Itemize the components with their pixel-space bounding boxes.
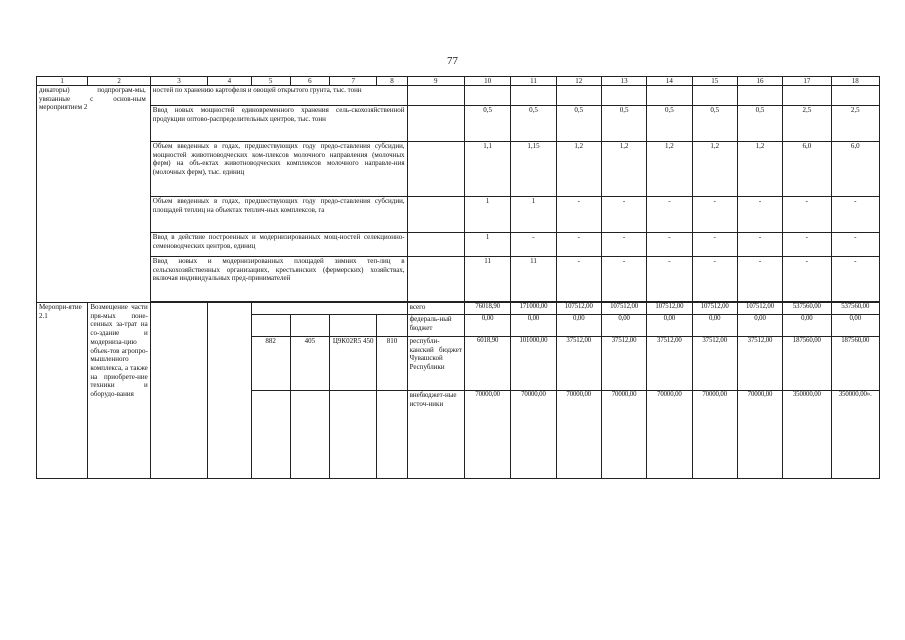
funding-value: 70000,00 <box>464 391 510 479</box>
indicator-value: 0,5 <box>511 106 556 142</box>
header-cell: 12 <box>556 77 601 86</box>
funding-value: 187560,00 <box>831 337 879 391</box>
funding-value: 537560,00 <box>783 303 831 315</box>
funding-value: 70000,00 <box>601 391 646 479</box>
funding-source: внебюджет-ные источ-ники <box>407 391 464 479</box>
indicator-value: - <box>556 257 601 302</box>
indicator-value: - <box>737 233 782 257</box>
funding-value: 70000,00 <box>692 391 737 479</box>
funding-value: 0,00 <box>464 315 510 337</box>
indicator-value: - <box>783 197 831 233</box>
indicator-value: 0,5 <box>647 106 692 142</box>
indicator-value: - <box>831 197 879 233</box>
header-cell: 2 <box>88 77 150 86</box>
indicator-value: 1,2 <box>556 142 601 197</box>
header-row <box>37 77 880 86</box>
indicator-value: - <box>783 257 831 302</box>
indicator-value: - <box>692 197 737 233</box>
funding-value: 37512,00 <box>692 337 737 391</box>
funding-value: 37512,00 <box>737 337 782 391</box>
indicator-row <box>37 106 880 142</box>
header-cell: 13 <box>601 77 646 86</box>
header-cell: 4 <box>208 77 251 86</box>
indicator-value: 1,15 <box>511 142 556 197</box>
indicator-value: - <box>647 197 692 233</box>
page-number: 77 <box>447 55 458 67</box>
indicator-value: 6,0 <box>783 142 831 197</box>
indicator-value: - <box>737 257 782 302</box>
funding-value: 0,00 <box>511 315 556 337</box>
indicator-value: - <box>692 257 737 302</box>
indicator-value: - <box>831 257 879 302</box>
funding-value: 70000,00 <box>737 391 782 479</box>
funding-value: 37512,00 <box>647 337 692 391</box>
indicator-value: 0,5 <box>601 106 646 142</box>
indicator-value: 0,5 <box>464 106 510 142</box>
funding-value: 6018,90 <box>464 337 510 391</box>
header-cell: 11 <box>511 77 556 86</box>
indicator-row <box>37 197 880 233</box>
funding-value: 107512,00 <box>601 303 646 315</box>
funding-value: 0,00 <box>737 315 782 337</box>
code-grbs: 882 <box>251 337 290 391</box>
indicator-value: 1,2 <box>647 142 692 197</box>
funding-value: 537560,00 <box>831 303 879 315</box>
indicator-value: 1,1 <box>464 142 510 197</box>
code-vr: 810 <box>377 337 407 391</box>
indicator-text: Ввод новых мощностей единовременного хранения сель-скохозяйственной продукции оптово-распределительных центров, тыс. тонн <box>150 106 407 142</box>
funding-value: 107512,00 <box>647 303 692 315</box>
indicator-value: 1 <box>511 197 556 233</box>
indicator-value: 1,2 <box>737 142 782 197</box>
header-cell: 16 <box>737 77 782 86</box>
indicator-value: - <box>692 233 737 257</box>
indicator-value: - <box>556 233 601 257</box>
indicator-value: - <box>831 233 879 257</box>
funding-value: 0,00 <box>556 315 601 337</box>
header-cell: 15 <box>692 77 737 86</box>
indicator-text: Объем введенных в годах, предшествующих году предо-ставления субсидии, мощностей животноводческих ком-плексов молочного направления (молочных ферм) на объ-ектах животноводческих комплексов молочного направле-ния (молочных ферм), тыс. единиц <box>150 142 407 197</box>
funding-source: всего <box>407 303 464 315</box>
header-cell: 1 <box>37 77 88 86</box>
indicator-value: 1 <box>464 197 510 233</box>
funding-value: 107512,00 <box>556 303 601 315</box>
indicator-value: - <box>647 233 692 257</box>
funding-value: 0,00 <box>783 315 831 337</box>
funding-value: 107512,00 <box>692 303 737 315</box>
funding-value: 171000,00 <box>511 303 556 315</box>
funding-value: 0,00 <box>601 315 646 337</box>
funding-value: 0,00 <box>647 315 692 337</box>
indicator-value: - <box>601 233 646 257</box>
indicator-value: - <box>601 197 646 233</box>
indicator-value: - <box>556 197 601 233</box>
funding-value: 76018,90 <box>464 303 510 315</box>
indicator-row <box>37 233 880 257</box>
header-cell: 17 <box>783 77 831 86</box>
funding-value: 70000,00 <box>556 391 601 479</box>
funding-value: 350000,00 <box>783 391 831 479</box>
funding-source: федераль-ный бюджет <box>407 315 464 337</box>
program-table <box>36 76 880 479</box>
header-cell: 7 <box>330 77 377 86</box>
indicator-value: - <box>783 233 831 257</box>
indicator-text: ностей по хранению картофеля и овощей открытого грунта, тыс. тонн <box>150 86 407 106</box>
indicator-value: 0,5 <box>692 106 737 142</box>
header-cell: 10 <box>464 77 510 86</box>
header-cell: 8 <box>377 77 407 86</box>
header-cell: 5 <box>251 77 290 86</box>
funding-value: 350000,00». <box>831 391 879 479</box>
funding-source: республи-канский бюджет Чувашской Республики <box>407 337 464 391</box>
funding-value: 107512,00 <box>737 303 782 315</box>
indicator-row <box>37 257 880 302</box>
header-cell: 14 <box>647 77 692 86</box>
indicator-value: 1 <box>464 233 510 257</box>
indicator-value: 1,2 <box>601 142 646 197</box>
header-cell: 6 <box>290 77 329 86</box>
measure-description: Возмещение части пря-мых поне-сенных за-трат на со-здание и модерниза-цию объек-тов агропро-мышленного комплекса, а также на приобрете-ние техники и оборудо-вания <box>88 303 150 479</box>
subprogram-indicators-label: дикаторы) подпрограм-мы, увязанные с основ-ным мероприятием 2 <box>37 86 151 303</box>
indicator-value: - <box>647 257 692 302</box>
indicator-value: - <box>601 257 646 302</box>
indicator-row <box>37 142 880 197</box>
indicator-value: - <box>511 233 556 257</box>
funding-value: 187560,00 <box>783 337 831 391</box>
funding-value: 0,00 <box>692 315 737 337</box>
measure-row <box>37 303 880 315</box>
indicator-value: 11 <box>464 257 510 302</box>
indicator-text: Ввод новых и модернизированных площадей зимних теп-лиц в сельскохозяйственных организациях, крестьянских (фермерских) хозяйствах, включая индивидуальных пред-принимателей <box>150 257 407 302</box>
header-cell: 18 <box>831 77 879 86</box>
indicator-text: Объем введенных в годах, предшествующих году предо-ставления субсидии, площадей теплиц на объектах теплич-ных комплексов, га <box>150 197 407 233</box>
funding-value: 70000,00 <box>647 391 692 479</box>
header-cell: 9 <box>407 77 464 86</box>
funding-value: 101000,00 <box>511 337 556 391</box>
header-cell: 3 <box>150 77 207 86</box>
indicator-value: 2,5 <box>783 106 831 142</box>
indicator-value: 6,0 <box>831 142 879 197</box>
indicator-value: 0,5 <box>737 106 782 142</box>
table-row <box>37 86 880 106</box>
funding-value: 70000,00 <box>511 391 556 479</box>
measure-label: Меропри-ятие 2.1 <box>37 303 88 479</box>
code-rz: 405 <box>290 337 329 391</box>
indicator-value: 2,5 <box>831 106 879 142</box>
indicator-value: 0,5 <box>556 106 601 142</box>
funding-value: 37512,00 <box>601 337 646 391</box>
funding-value: 37512,00 <box>556 337 601 391</box>
indicator-value: 11 <box>511 257 556 302</box>
indicator-value: - <box>737 197 782 233</box>
indicator-value: 1,2 <box>692 142 737 197</box>
funding-value: 0,00 <box>831 315 879 337</box>
indicator-text: Ввод в действие построенных и модернизированных мощ-ностей селекционно-семеноводческих центров, единиц <box>150 233 407 257</box>
code-csr: Ц9К02R5 450 <box>330 337 377 391</box>
